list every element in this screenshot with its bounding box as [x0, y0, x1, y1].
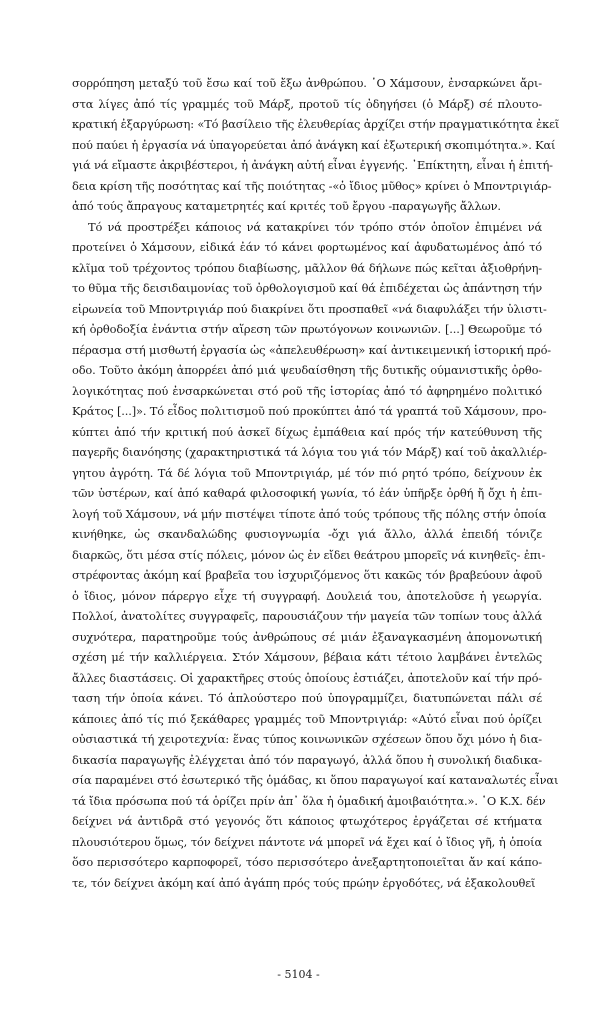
text-line: το θῦμα τῆς δεισιδαιμονίας τοῦ ὀρθολογισμοῦ καί θά ἐπιδέχεται ὡς ἀπάντηση τήν	[72, 281, 542, 295]
text-line: ὁ ἴδιος, μόνον πάρεργο εἶχε τή συγγραφή. Δουλειά του, ἀποτελοῦσε ἡ γεωργία.	[72, 588, 542, 603]
paragraph-2	[72, 217, 559, 894]
text-line: κινήθηκε, ὡς σκανδαλώδης φυσιογνωμία -ὄχι γιά ἄλλο, ἀλλά ἐπειδή τόνιζε	[72, 527, 542, 541]
text-line: πέρασμα στή μισθωτή ἐργασία ὡς «ἀπελευθέρωση» καί ἀντικειμενική ἱστορική πρό-	[72, 342, 551, 357]
text-line: στα λίγες ἀπό τίς γραμμές τοῦ Μάρξ, προτοῦ τίς ὀδηγήσει (ὁ Μάρξ) σέ πλουτο-	[72, 96, 542, 111]
text-line: ὅσο περισσότερο καρποφορεῖ, τόσο περισσότερο ἀνεξαρτητοποιεῖται ἄν καί κάπο-	[72, 855, 542, 869]
page-number: - 5104 -	[277, 968, 320, 981]
text-line: γητου ἀγρότη. Τά δέ λόγια τοῦ Μποντριγιάρ, μέ τόν πιό ρητό τρόπο, δείχνουν ἐκ	[72, 465, 542, 480]
text-line: δεια κρίση τῆς ποσότητας καί τῆς ποιότητας -«ὁ ἴδιος μῦθος» κρίνει ὁ Μποντριγιάρ-	[72, 178, 552, 193]
text-line: εἰρωνεία τοῦ Μποντριγιάρ πού διακρίνει ὅτι προσπαθεῖ «νά διαφυλάξει τήν ὑλιστι-	[72, 301, 547, 316]
text-line: κή ὀρθοδοξία ἐνάντια στήν αἵρεση τῶν πρωτόγονων κοινωνιῶν. [...] Θεωροῦμε τό	[72, 322, 542, 336]
text-line: Πολλοί, ἀνατολίτες συγγραφεῖς, παρουσιάζουν τήν μαγεία τῶν τοπίων τους ἀλλά	[72, 609, 542, 623]
text-line: τῶν ὑστέρων, καί ἀπό καθαρά φιλοσοφική γωνία, τό ἐάν ὑπῆρξε ὀρθή ἤ ὄχι ἡ ἐπι-	[72, 486, 542, 500]
text-line: πού παύει ἡ ἐργασία νά ὑπαγορεύεται ἀπό ἀνάγκη καί ἐξωτερική σκοπιμότητα.». Καί	[72, 137, 556, 152]
text-line: δείχνει νά ἀντιδρᾶ στό γεγονός ὅτι κάποιος φτωχότερος ἐργάζεται σέ κτήματα	[72, 814, 542, 828]
text-line: οδο. Τοῦτο ἀκόμη ἀπορρέει ἀπό μιά ψευδαίσθηση τῆς δυτικῆς ούμανιστικῆς ὀρθο-	[72, 363, 542, 377]
text-line: τά ἴδια πρόσωπα πού τά ὁρίζει πρίν ἀπ᾽ ὅλα ἡ ὁμαδική ἀμοιβαιότητα.». ῾Ο Κ.Χ. δέν	[72, 793, 546, 808]
text-line: ταση τήν ὁποία κάνει. Τό ἁπλούστερο πού ὑπογραμμίζει, διατυπώνεται πάλι σέ	[72, 691, 542, 705]
text-line: σία παραμένει στό ἐσωτερικό τῆς ὁμάδας, κι ὅπου παραγωγοί καί καταναλωτές εἶναι	[72, 773, 559, 787]
text-line: συχνότερα, παρατηροῦμε τούς ἀνθρώπους σέ μιάν ἐξαναγκασμένη ἀπομονωτική	[72, 629, 542, 644]
text-line: λογικότητας πού ἐνσαρκώνεται στό ροῦ τῆς ἱστορίας ἀπό τό ἀφηρημένο πολιτικό	[72, 383, 542, 398]
text-line: σορρόπηση μεταξύ τοῦ ἔσω καί τοῦ ἔξω ἀνθρώπου. ῾Ο Χάμσουν, ἐνσαρκώνει ἄρι-	[72, 76, 542, 90]
text-line: σχέση μέ τήν καλλιέργεια. Στόν Χάμσουν, βέβαια κάτι τέτοιο λαμβάνει ἐντελῶς	[72, 650, 542, 664]
body-text	[72, 73, 560, 893]
paragraph-1	[72, 73, 560, 217]
text-line: τε, τόν δείχνει ἀκόμη καί ἀπό ἀγάπη πρός τούς πρώην ἐργοδότες, νά ἐξακολουθεῖ	[72, 875, 536, 890]
text-line: λογή τοῦ Χάμσουν, νά μήν πιστέψει τίποτε ἀπό τούς τρόπους τῆς πόλης στήν ὁποία	[72, 506, 547, 521]
text-line: πλουσιότερου ὅμως, τόν δείχνει πάντοτε νά μπορεῖ νά ἔχει καί ὁ ἴδιος γῆ, ἡ ὁποία	[72, 834, 542, 849]
text-line: κλῖμα τοῦ τρέχοντος τρόπου διαβίωσης, μᾶλλον θά δήλωνε πώς κεῖται ἀξιοθρήνη-	[72, 260, 542, 275]
text-line: παγερῆς διανόησης (χαρακτηριστικά τά λόγια του γιά τόν Μάρξ) καί τοῦ ἀκαλλιέρ-	[72, 445, 547, 459]
text-line: κάποιες ἀπό τίς πιό ξεκάθαρες γραμμές τοῦ Μποντριγιάρ: «Αὐτό εἶναι πού ὁρίζει	[72, 711, 542, 726]
text-line: δικασία παραγωγῆς ἐλέγχεται ἀπό τόν παραγωγό, ἀλλά ὅπου ἡ συνολική διαδικα-	[72, 752, 542, 767]
text-line: διαρκῶς, ὅτι μέσα στίς πόλεις, μόνον ὡς ἐν εἴδει θεάτρου μπορεῖς νά κινηθεῖς- ἐπι-	[72, 547, 546, 562]
text-line: ἀπό τούς ἄπραγους καταμετρητές καί κριτές τοῦ ἔργου -παραγωγῆς ἄλλων.	[72, 199, 501, 213]
text-line: στρέφοντας ἀκόμη καί βραβεῖα του ἰσχυριζόμενος ὅτι κακῶς τόν βραβεύουν ἀφοῦ	[72, 568, 542, 582]
text-line: οὐσιαστικά τή χειροτεχνία: ἕνας τύπος κοινωνικῶν σχέσεων ὅπου ὄχι μόνο ἡ δια-	[72, 732, 542, 746]
text-line: ἄλλες διαστάσεις. Οἱ χαρακτῆρες στούς ὁποίους ἐστιάζει, ἀποτελοῦν καί τήν πρό-	[72, 670, 542, 685]
text-line: κρατική ἐξαργύρωση: «Τό βασίλειο τῆς ἐλευθερίας ἀρχίζει στήν πραγματικότητα ἐκεῖ	[72, 117, 560, 131]
text-line: προτείνει ὁ Χάμσουν, εἰδικά ἐάν τό κάνει φορτωμένος καί ἀφυδατωμένος ἀπό τό	[72, 240, 542, 254]
text-line: γιά νά εἴμαστε ἀκριβέστεροι, ἡ ἀνάγκη αὐτή εἶναι ἐγγενής. ᾽Επίκτητη, εἶναι ἡ ἐπιτή-	[72, 158, 553, 172]
text-line: κύπτει ἀπό τήν κριτική πού ἀσκεῖ δίχως ἐμπάθεια καί πρός τήν κατεύθυνση τῆς	[72, 424, 542, 439]
text-line: Κράτος [...]». Τό εἶδος πολιτισμοῦ πού προκύπτει ἀπό τά γραπτά τοῦ Χάμσουν, προ-	[72, 404, 547, 418]
text-line: Τό νά προστρέξει κάποιος νά κατακρίνει τόν τρόπο στόν ὁποῖον ἐπιμένει νά	[88, 219, 542, 234]
